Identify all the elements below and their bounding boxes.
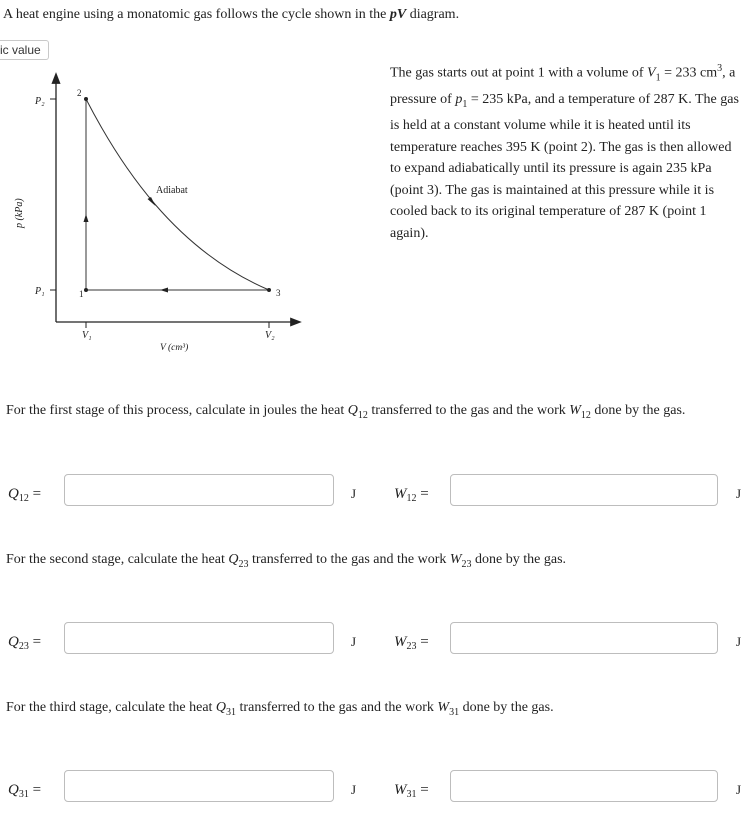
intro-pre: A heat engine using a monatomic gas follows the cycle shown in the — [3, 7, 390, 22]
adiabat-arrow — [148, 197, 156, 206]
desc-part: = 235 kPa, and a temperature of 287 K. The gas is held at a constant volume while it is heated until its temperature reaches 395 K (point 2). The gas is then allowed to expand adiabatically until its pressure is again 235 kPa (point 3). The gas is maintained at this pressure while it is cooled back to its original temperature of 287 K (point 1 again). — [390, 91, 739, 241]
q23-input[interactable] — [64, 622, 334, 654]
desc-p1-sub: 1 — [462, 98, 468, 110]
point-1-label: 1 — [79, 289, 84, 299]
w23-label — [394, 634, 429, 652]
q31-eq: = — [32, 782, 42, 798]
isobaric-arrow — [160, 288, 168, 293]
q31-label — [8, 782, 41, 800]
desc-p1: p — [455, 91, 463, 107]
w-sub: 31 — [449, 706, 460, 718]
q23-unit: J — [351, 634, 357, 649]
desc-part: = 233 cm — [660, 65, 718, 81]
q-text: done by the gas. — [471, 552, 567, 567]
w-sub: 23 — [461, 558, 472, 570]
point-2-marker — [84, 97, 88, 101]
w23-unit: J — [736, 634, 742, 649]
w-sym: W — [449, 552, 462, 567]
w-sub: 12 — [580, 409, 591, 421]
q-text: transferred to the gas and the work — [367, 403, 570, 418]
q23-eq: = — [32, 634, 42, 650]
w23-sym: W — [394, 634, 407, 650]
intro-post: diagram. — [406, 7, 460, 22]
v1-label: V₁ — [82, 330, 92, 341]
pv-diagram — [0, 60, 380, 360]
w12-input[interactable] — [450, 474, 718, 506]
x-axis-label: V (cm³) — [160, 343, 189, 353]
q12-sym: Q — [8, 486, 19, 502]
q12-sub: 12 — [18, 493, 29, 504]
w-sym: W — [437, 700, 450, 715]
w-sym: W — [569, 403, 581, 418]
q12-label — [8, 486, 41, 504]
intro-text — [3, 7, 459, 23]
w31-unit: J — [736, 782, 742, 797]
stage-1-question — [6, 403, 685, 421]
w31-sub: 31 — [406, 789, 417, 800]
q-sub: 12 — [357, 409, 368, 421]
problem-description — [390, 58, 745, 244]
q-text: For the second stage, calculate the heat — [6, 552, 229, 567]
point-1-marker — [84, 288, 88, 292]
q23-sub: 23 — [18, 641, 29, 652]
q-text: done by the gas. — [459, 700, 554, 715]
q23-sym: Q — [8, 634, 19, 650]
p2-label: P₂ — [35, 96, 45, 107]
q-sub: 23 — [238, 558, 249, 570]
q-text: For the first stage of this process, calculate in joules the heat — [6, 403, 348, 418]
v2-label: V₂ — [265, 330, 275, 341]
adiabat-label: Adiabat — [156, 185, 188, 196]
w23-eq: = — [420, 634, 429, 650]
p1-label: P₁ — [35, 286, 45, 297]
point-2-label: 2 — [77, 88, 82, 98]
q-sub: 31 — [226, 706, 237, 718]
w12-label — [394, 486, 429, 504]
q31-unit: J — [351, 782, 357, 797]
q-text: transferred to the gas and the work — [236, 700, 438, 715]
desc-part: The gas starts out at point 1 with a volume of — [390, 65, 648, 81]
w31-label — [394, 782, 429, 800]
y-axis-label: p (kPa) — [14, 198, 25, 228]
q-text: For the third stage, calculate the heat — [6, 700, 216, 715]
w31-input[interactable] — [450, 770, 718, 802]
desc-part: , a pressure of — [390, 65, 736, 107]
q12-eq: = — [32, 486, 42, 502]
w23-input[interactable] — [450, 622, 718, 654]
q-text: transferred to the gas and the work — [248, 552, 450, 567]
q-text: done by the gas. — [590, 403, 686, 418]
q31-input[interactable] — [64, 770, 334, 802]
w23-sub: 23 — [406, 641, 417, 652]
point-3-label: 3 — [276, 288, 281, 298]
q-sym: Q — [347, 403, 358, 418]
q12-input[interactable] — [64, 474, 334, 506]
desc-v1: V — [647, 65, 656, 81]
w12-sym: W — [394, 486, 407, 502]
isochoric-arrow — [84, 214, 89, 222]
w31-sym: W — [394, 782, 407, 798]
w12-unit: J — [736, 486, 742, 501]
value-tag[interactable]: ic value — [0, 40, 49, 60]
w31-eq: = — [420, 782, 429, 798]
q12-unit: J — [351, 486, 357, 501]
q-sym: Q — [228, 552, 239, 567]
stage-3-question — [6, 700, 554, 718]
q23-label — [8, 634, 41, 652]
q-sym: Q — [215, 700, 227, 715]
w12-sub: 12 — [406, 493, 417, 504]
point-3-marker — [267, 288, 271, 292]
q31-sym: Q — [8, 782, 19, 798]
desc-sup: 3 — [717, 63, 723, 74]
w12-eq: = — [420, 486, 429, 502]
q31-sub: 31 — [18, 789, 29, 800]
stage-2-question — [6, 552, 566, 570]
desc-v1-sub: 1 — [655, 72, 661, 84]
intro-pv: pV — [389, 7, 407, 22]
